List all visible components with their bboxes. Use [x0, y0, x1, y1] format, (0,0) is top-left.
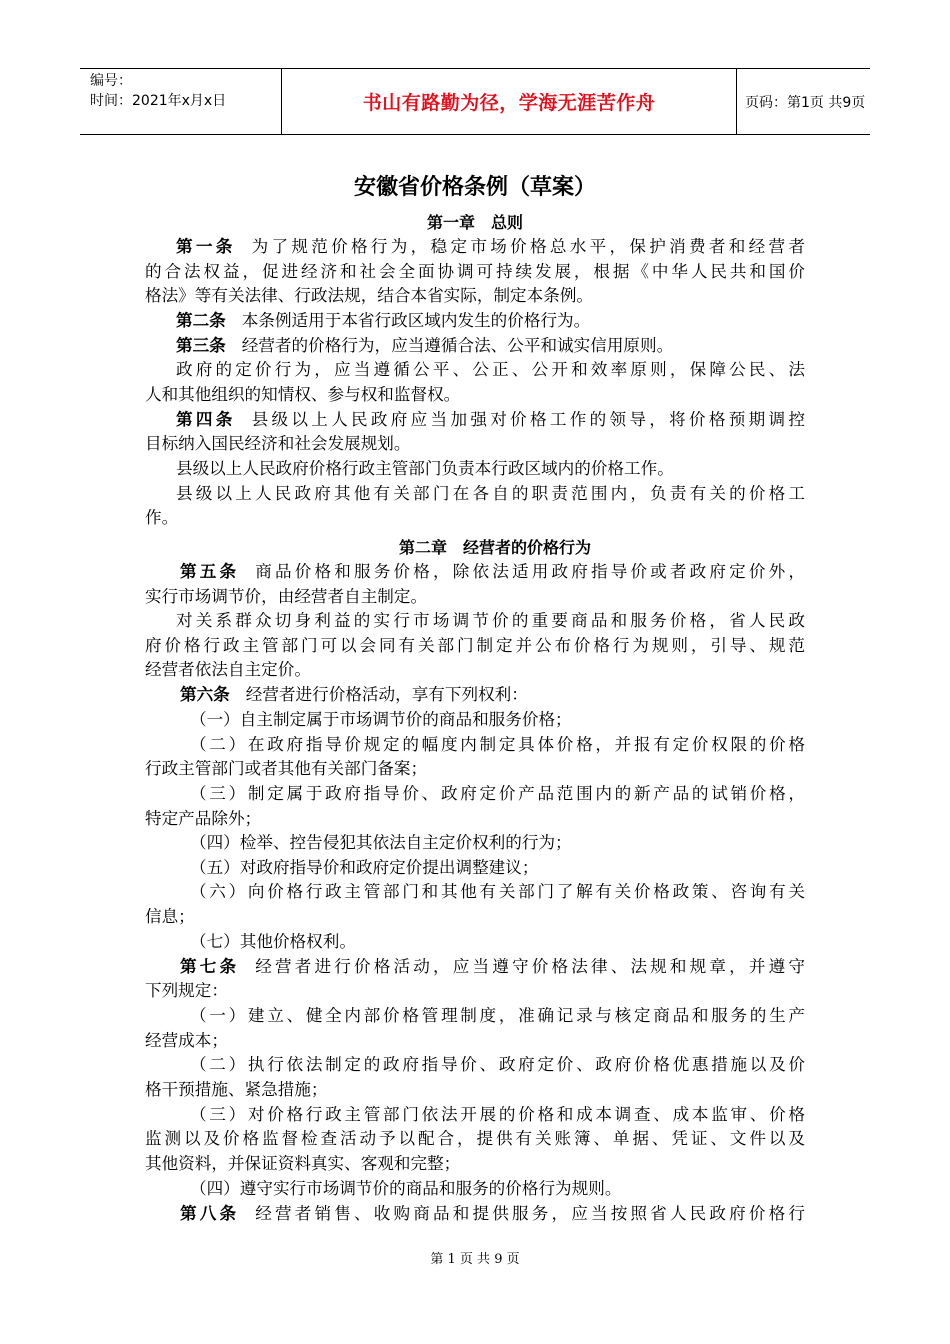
header-page-info-cell — [737, 69, 870, 134]
text-line: 第二条 本条例适用于本省行政区域内发生的价格行为。 — [176, 311, 591, 330]
text-line: （三）制定属于政府指导价、政府定价产品范围内的新产品的试销价格， — [190, 784, 805, 803]
text-line: 第八条 经营者销售、收购商品和提供服务，应当按照省人民政府价格行 — [180, 1204, 806, 1223]
text-line: （五）对政府指导价和政府定价提出调整建议； — [190, 858, 539, 877]
text-line: 格法》等有关法律、行政法规，结合本省实际，制定本条例。 — [145, 286, 594, 305]
text-line: （一）自主制定属于市场调节价的商品和服务价格； — [190, 710, 572, 729]
text-line: 第一条 为了规范价格行为，稳定市场价格总水平，保护消费者和经营者 — [176, 237, 805, 256]
text-line: 经营者依法自主定价。 — [145, 660, 311, 679]
text-line: 第七条 经营者进行价格活动，应当遵守价格法律、法规和规章，并遵守 — [180, 957, 806, 976]
text-line: （四）遵守实行市场调节价的商品和服务的价格行为规则。 — [190, 1179, 622, 1198]
text-line: 下列规定： — [145, 981, 228, 1000]
text-line: （四）检举、控告侵犯其依法自主定价权利的行为； — [190, 833, 572, 852]
article-number: 第四条 — [176, 410, 236, 429]
text-line: 信息； — [145, 907, 195, 926]
time-label: 时间：2021年x月x日 — [90, 93, 227, 109]
article-number: 第二条 — [176, 311, 226, 330]
article-number: 第五条 — [180, 562, 240, 581]
text-line: 行政主管部门或者其他有关部门备案； — [145, 759, 428, 778]
article-number: 第一条 — [176, 237, 236, 256]
text-line: 县级以上人民政府其他有关部门在各自的职责范围内，负责有关的价格工 — [176, 484, 805, 503]
text-line: 作。 — [145, 508, 179, 527]
text-line: （一）建立、健全内部价格管理制度，准确记录与核定商品和服务的生产 — [190, 1006, 805, 1025]
chapter-heading-1: 第一章 总则 — [426, 213, 523, 232]
article-number: 第六条 — [180, 685, 230, 704]
document-title: 安徽省价格条例（草案） — [353, 175, 596, 200]
motto-text: 书山有路勤为径，学海无涯苦作舟 — [362, 92, 656, 114]
text-line: 实行市场调节价，由经营者自主制定。 — [145, 587, 428, 606]
text-line: 格干预措施、紧急措施； — [145, 1080, 328, 1099]
article-number: 第七条 — [180, 957, 240, 976]
text-line: 对关系群众切身利益的实行市场调节价的重要商品和服务价格，省人民政 — [176, 611, 805, 630]
page-footer: 第 1 页 共 9 页 — [430, 1252, 520, 1267]
number-label: 编号： — [90, 73, 132, 89]
text-line: 监测以及价格监督检查活动予以配合，提供有关账簿、单据、凭证、文件以及 — [145, 1129, 805, 1148]
text-line: 人和其他组织的知情权、参与权和监督权。 — [145, 385, 461, 404]
text-line: 特定产品除外； — [145, 809, 262, 828]
text-line: 府价格行政主管部门可以会同有关部门制定并公布价格行为规则，引导、规范 — [145, 636, 805, 655]
article-number: 第八条 — [180, 1204, 240, 1223]
text-line: 第六条 经营者进行价格活动，享有下列权利： — [180, 685, 528, 704]
text-line: （七）其他价格权利。 — [190, 932, 356, 951]
text-line: 第五条 商品价格和服务价格，除依法适用政府指导价或者政府定价外， — [180, 562, 806, 581]
text-line: （三）对价格行政主管部门依法开展的价格和成本调查、成本监审、价格 — [190, 1105, 805, 1124]
text-line: 政府的定价行为，应当遵循公平、公正、公开和效率原则，保障公民、法 — [176, 360, 805, 379]
text-line: 经营成本； — [145, 1031, 228, 1050]
text-line: （二）执行依法制定的政府指导价、政府定价、政府价格优惠措施以及价 — [190, 1055, 805, 1074]
text-line: （二）在政府指导价规定的幅度内制定具体价格，并报有定价权限的价格 — [190, 735, 805, 754]
header-motto-cell — [282, 69, 737, 134]
chapter-heading-2: 第二章 经营者的价格行为 — [398, 538, 591, 557]
text-line: 第四条 县级以上人民政府应当加强对价格工作的领导，将价格预期调控 — [176, 410, 805, 429]
text-line: 县级以上人民政府价格行政主管部门负责本行政区域内的价格工作。 — [176, 459, 674, 478]
header-meta — [80, 69, 282, 134]
text-line: 的合法权益，促进经济和社会全面协调可持续发展，根据《中华人民共和国价 — [145, 262, 805, 281]
page-header — [80, 68, 870, 135]
page-info: 页码：第1页 共9页 — [745, 94, 866, 111]
text-line: （六）向价格行政主管部门和其他有关部门了解有关价格政策、咨询有关 — [190, 882, 805, 901]
article-number: 第三条 — [176, 336, 226, 355]
text-line: 目标纳入国民经济和社会发展规划。 — [145, 434, 411, 453]
text-line: 其他资料，并保证资料真实、客观和完整； — [145, 1154, 461, 1173]
text-line: 第三条 经营者的价格行为，应当遵循合法、公平和诚实信用原则。 — [176, 336, 674, 355]
